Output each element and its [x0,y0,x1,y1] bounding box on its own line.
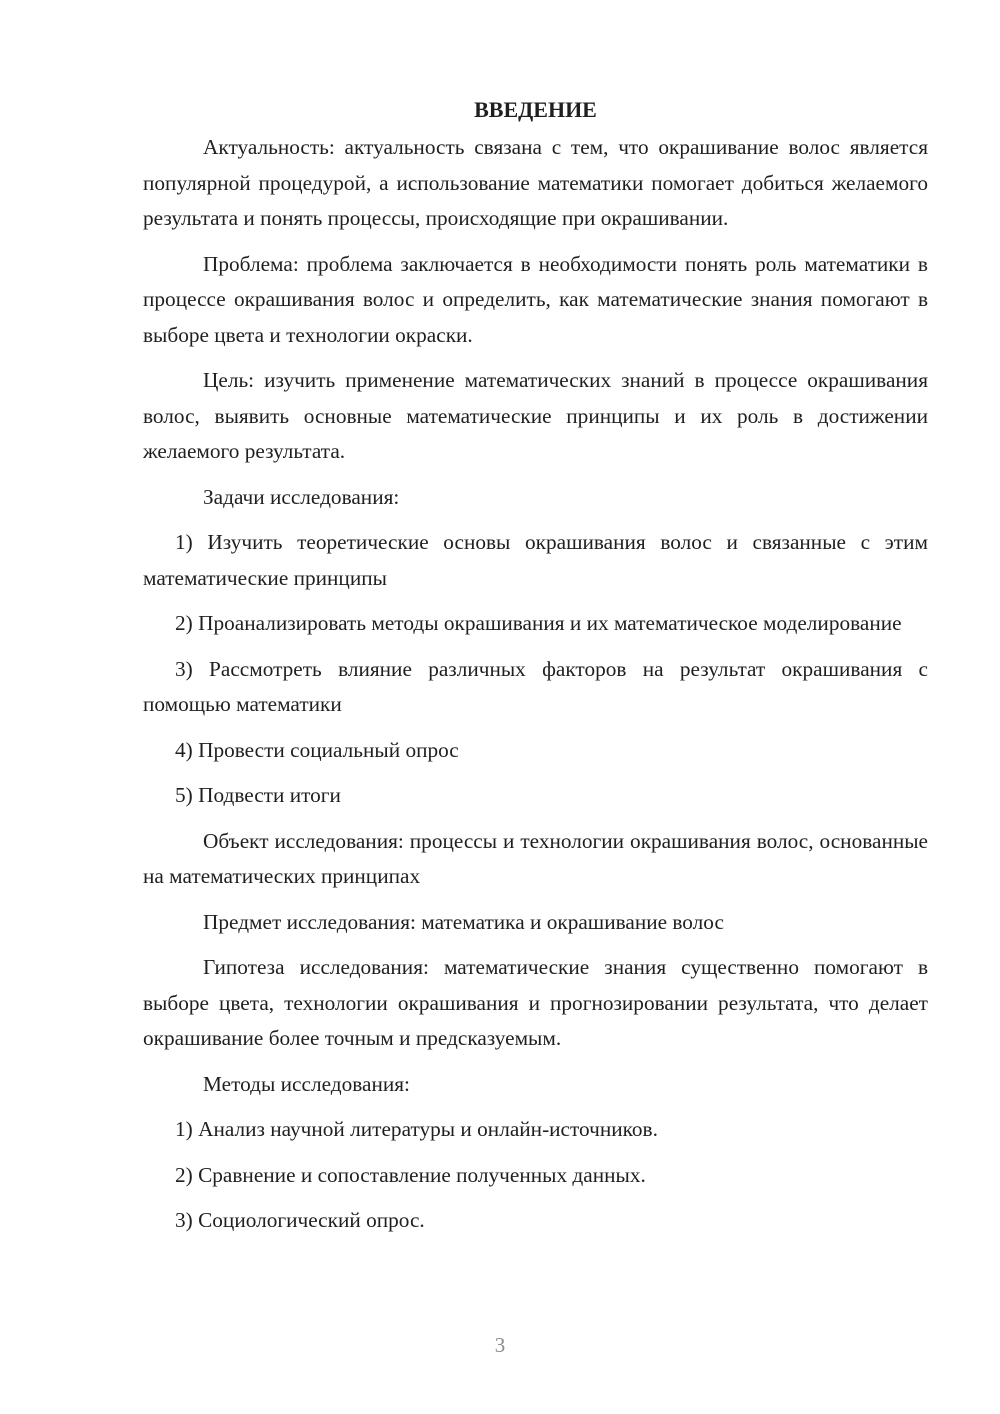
task-item: 4) Провести социальный опрос [175,737,459,762]
relevance-paragraph: Актуальность: актуальность связана с тем, что окрашивание волос является популярной процедурой, а использование математики помогает добиться желаемого результата и понять процессы, происходящие при окрашивании. [143,135,928,230]
page-number: 3 [494,1333,506,1357]
methods-heading: Методы исследования: [203,1071,410,1096]
document-page [143,92,928,1249]
problem-paragraph: Проблема: проблема заключается в необходимости понять роль математики в процессе окрашивания волос и определить, как математические знания помогают в выборе цвета и технологии окраски. [143,251,928,347]
hypothesis-paragraph: Гипотеза исследования: математические знания существенно помогают в выборе цвета, технологии окрашивания и прогнозировании результата, что делает окрашивание более точным и предсказуемым. [143,955,928,1050]
task-item: 5) Подвести итоги [175,783,341,807]
method-item: 3) Социологический опрос. [175,1208,425,1232]
task-item: 1) Изучить теоретические основы окрашивания волос и связанные с этим математические принципы [143,530,928,590]
method-item: 2) Сравнение и сопоставление полученных данных. [175,1162,646,1187]
method-item: 1) Анализ научной литературы и онлайн-источников. [175,1117,658,1141]
object-paragraph: Объект исследования: процессы и технологии окрашивания волос, основанные на математических принципах [143,828,928,888]
task-item: 2) Проанализировать методы окрашивания и их математическое моделирование [175,611,902,635]
tasks-heading: Задачи исследования: [203,484,400,509]
goal-paragraph: Цель: изучить применение математических знаний в процессе окрашивания волос, выявить основные математические принципы и их роль в достижении желаемого результата. [143,368,928,463]
page-title: ВВЕДЕНИЕ [474,97,597,122]
subject-paragraph: Предмет исследования: математика и окрашивание волос [203,909,724,934]
task-item: 3) Рассмотреть влияние различных факторов на результат окрашивания с помощью математики [143,656,928,716]
